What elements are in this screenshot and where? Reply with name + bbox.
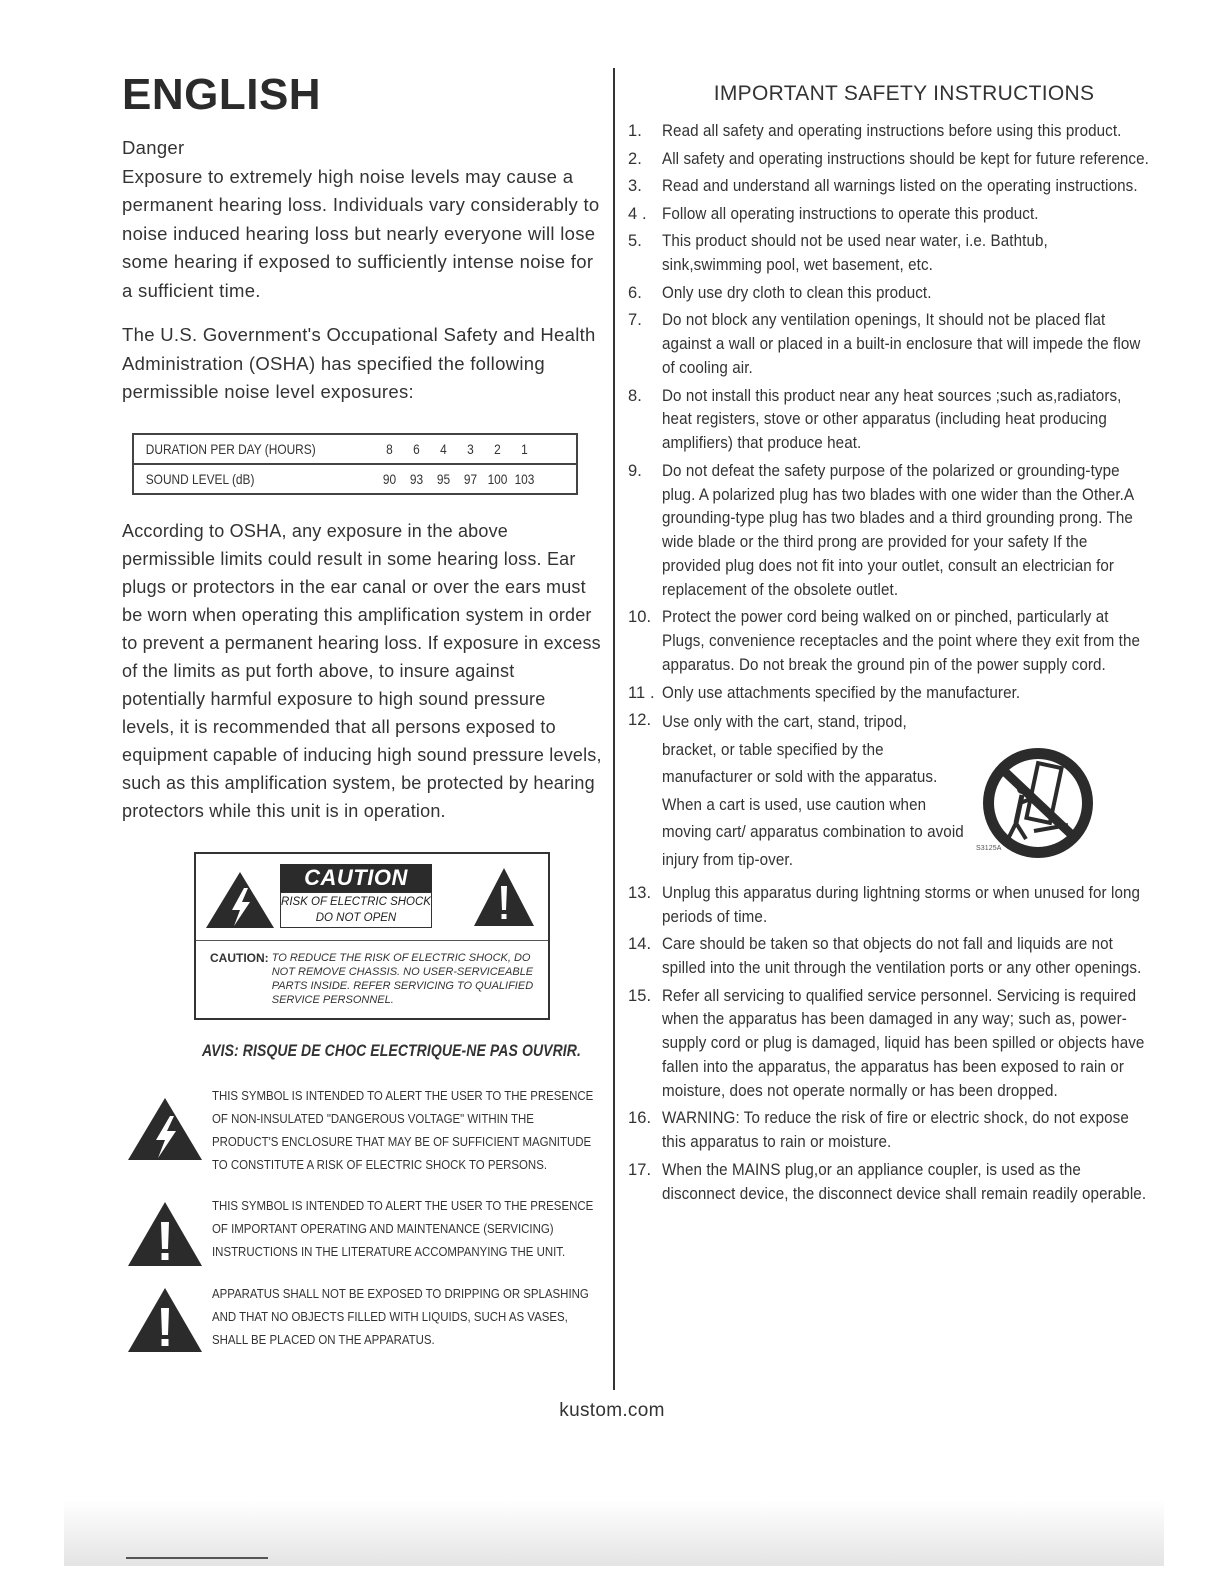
table-cell: 6	[405, 434, 428, 464]
lightning-triangle-icon	[126, 1096, 204, 1167]
list-item	[624, 882, 1144, 930]
caution-text-line: PARTS INSIDE. REFER SERVICING TO QUALIFIED	[271, 980, 534, 992]
item-text: Follow all operating instructions to operate this product.	[662, 204, 1039, 223]
list-item	[624, 230, 1144, 278]
symbol-text-line: TO CONSTITUTE A RISK OF ELECTRIC SHOCK TO PERSONS.	[212, 1157, 548, 1172]
item-number: 8.	[628, 386, 642, 405]
table-cell: 93	[409, 470, 424, 487]
caution-notice-text	[272, 951, 542, 1007]
item-text: Do not block any ventilation openings, It should not be placed flat against a wall or placed in a built-in enclosure that will impede the flow of cooling air.	[662, 311, 1141, 377]
item-text: All safety and operating instructions should be kept for future reference.	[662, 149, 1149, 168]
list-item	[624, 385, 1144, 456]
exclamation-triangle-icon	[126, 1200, 204, 1273]
table-cell: 97	[463, 470, 478, 487]
caution-notice	[196, 941, 548, 1007]
table-cell: 8	[378, 434, 401, 464]
symbol-text-line: APPARATUS SHALL NOT BE EXPOSED TO DRIPPING OR SPLASHING	[212, 1286, 589, 1301]
list-item	[624, 148, 1149, 172]
caution-header	[196, 854, 548, 941]
exclamation-triangle-icon	[472, 866, 536, 933]
item-text: Do not install this product near any heat sources ;such as,radiators, heat registers, stove or other apparatus (including heat producing amplifiers) that produce heat.	[662, 386, 1122, 453]
list-item	[624, 933, 1144, 981]
item-number: 17.	[628, 1160, 652, 1179]
caution-subtitle	[280, 892, 432, 928]
list-item	[624, 606, 1144, 677]
item-number: 14.	[628, 935, 652, 954]
cart-icon-code: S3125A	[976, 845, 1002, 853]
list-item	[624, 682, 1144, 706]
item-number: 1.	[628, 122, 642, 140]
danger-text: Exposure to extremely high noise levels may cause a permanent hearing loss. Individuals vary considerably to noise induced hearing loss but nearly everyone will lose some hearing if exposed to sufficiently intense noise for a sufficient time.	[122, 165, 600, 301]
item-number: 13.	[628, 883, 652, 902]
instructions-title: IMPORTANT SAFETY INSTRUCTIONS	[713, 82, 1095, 105]
symbol-text-line: THIS SYMBOL IS INTENDED TO ALERT THE USER TO THE PRESENCE	[212, 1088, 594, 1103]
item-text: Protect the power cord being walked on or pinched, particularly at Plugs, convenience receptacles and the point where they exit from the apparatus. Do not break the ground pin of the power supply cord.	[662, 608, 1141, 674]
table-cell: 3	[459, 434, 482, 464]
item-number: 9.	[628, 461, 642, 480]
item-number: 5.	[628, 232, 642, 251]
symbol-text-line: SHALL BE PLACED ON THE APPARATUS.	[212, 1332, 435, 1347]
right-column	[624, 82, 1149, 1210]
item-text: This product should not be used near water, i.e. Bathtub, sink,swimming pool, wet basement, etc.	[662, 232, 1048, 275]
table-cell: 2	[486, 434, 509, 464]
caution-text-line: NOT REMOVE CHASSIS. NO USER-SERVICEABLE	[271, 966, 534, 978]
item-number: 6.	[628, 283, 642, 302]
caution-notice-label: CAUTION:	[210, 951, 269, 965]
avis-warning: AVIS: RISQUE DE CHOC ELECTRIQUE-NE PAS OUVRIR.	[202, 1042, 581, 1060]
table-cell: 90	[382, 470, 397, 487]
symbol-text-line: OF NON-INSULATED "DANGEROUS VOLTAGE" WITHIN THE	[212, 1111, 534, 1126]
danger-title: Danger	[122, 137, 185, 158]
symbol-text	[212, 1282, 589, 1351]
table-cell: 1	[513, 434, 536, 464]
list-item	[624, 1107, 1144, 1155]
item-number: 2.	[628, 149, 642, 168]
item-number: 11 .	[628, 683, 655, 702]
left-column	[122, 70, 602, 1347]
item-number: 16.	[628, 1109, 652, 1128]
item-text: Unplug this apparatus during lightning storms or when unused for long periods of time.	[662, 883, 1141, 926]
list-item	[624, 1159, 1147, 1207]
item-text: Read and understand all warnings listed on the operating instructions.	[662, 177, 1138, 196]
safety-instructions-list	[624, 120, 1149, 1206]
sound-level-label: SOUND LEVEL (dB)	[145, 470, 255, 487]
symbol-text-line: INSTRUCTIONS IN THE LITERATURE ACCOMPANYING THE UNIT.	[212, 1244, 566, 1259]
duration-label: DURATION PER DAY (HOURS)	[133, 434, 340, 464]
noise-exposure-table	[132, 433, 578, 495]
language-title: ENGLISH	[122, 70, 322, 119]
item-text: WARNING: To reduce the risk of fire or electric shock, do not expose this apparatus to rain or moisture.	[662, 1109, 1129, 1152]
caution-banner: CAUTION	[280, 864, 432, 892]
item-number: 10.	[628, 608, 652, 627]
table-cell: 100	[487, 470, 508, 487]
caution-text-line: TO REDUCE THE RISK OF ELECTRIC SHOCK, DO	[271, 952, 531, 964]
osha-text: According to OSHA, any exposure in the above permissible limits could result in some hearing loss. Ear plugs or protectors in the ear canal or over the ears must be worn when operating this amplification system in order to prevent a permanent hearing loss. If exposure in excess of the limits as put forth above, to insure against potentially harmful exposure to high sound pressure levels, it is recommended that all persons exposed to equipment capable of inducing high sound pressure levels, such as this amplification system, be protected by hearing protectors while this unit is in operation.	[122, 520, 602, 821]
item-number: 7.	[628, 311, 642, 330]
symbol-text-line: OF IMPORTANT OPERATING AND MAINTENANCE (SERVICING)	[212, 1221, 554, 1236]
table-row-duration	[133, 434, 577, 464]
caution-label-box	[194, 852, 550, 1020]
list-item	[624, 709, 1144, 878]
item-text: Read all safety and operating instructions before using this product.	[662, 122, 1122, 140]
osha-intro: The U.S. Government's Occupational Safety and Health Administration (OSHA) has specified the following permissible noise level exposures:	[122, 324, 596, 402]
lightning-triangle-icon	[204, 870, 276, 935]
list-item	[624, 175, 1144, 199]
list-item	[624, 282, 1144, 306]
caution-sub-line: RISK OF ELECTRIC SHOCK	[281, 896, 431, 908]
list-item	[624, 120, 1144, 144]
list-item	[624, 309, 1144, 380]
caution-text-line: SERVICE PERSONNEL.	[271, 994, 394, 1006]
scan-artifact-line	[126, 1557, 268, 1559]
website-footer: kustom.com	[559, 1400, 665, 1421]
symbol-text-line: AND THAT NO OBJECTS FILLED WITH LIQUIDS, SUCH AS VASES,	[212, 1309, 568, 1324]
item-text: Refer all servicing to qualified service personnel. Servicing is required when the apparatus has been damaged in any way; such as, power-supply cord or plug is damaged, liquid has been spilled or objects have fallen into the apparatus, the apparatus has been exposed to rain or moisture, does not operate normally or has been dropped.	[662, 986, 1145, 1100]
symbol-text	[212, 1084, 594, 1176]
item-number: 15.	[628, 986, 652, 1005]
item-text: Only use attachments specified by the manufacturer.	[662, 683, 1021, 702]
caution-sub-line: DO NOT OPEN	[315, 912, 397, 924]
table-cell: 95	[436, 470, 451, 487]
table-cell: 4	[432, 434, 455, 464]
item-text: Use only with the cart, stand, tripod, bracket, or table specified by the manufacturer or sold with the apparatus. When a cart is used, use caution when moving cart/ apparatus combination to avoid injury from tip-over.	[662, 713, 964, 869]
item-text: Do not defeat the safety purpose of the polarized or grounding-type plug. A polarized plug has two blades with one wider than the Other.A grounding-type plug has two blades and a third grounding prong. The wide blade or the third prong are provided for your safety If the provided plug does not fit into your outlet, consult an electrician for replacement of the obsolete outlet.	[662, 461, 1134, 599]
table-cell: 103	[514, 470, 535, 487]
exclamation-triangle-icon	[126, 1286, 204, 1359]
item-text: Care should be taken so that objects do not fall and liquids are not spilled into the unit through the ventilation ports or any other openings.	[662, 935, 1142, 978]
symbol-text	[212, 1194, 594, 1263]
item-text: When the MAINS plug,or an appliance coupler, is used as the disconnect device, the disconnect device shall remain readily operable.	[662, 1160, 1147, 1203]
item-number: 3.	[628, 177, 642, 196]
column-divider	[613, 68, 615, 1390]
table-row-sound-level	[133, 464, 577, 494]
item-number: 12.	[628, 711, 652, 730]
item-text: Only use dry cloth to clean this product.	[662, 283, 932, 302]
list-item	[624, 985, 1144, 1104]
symbol-text-line: THIS SYMBOL IS INTENDED TO ALERT THE USER TO THE PRESENCE	[212, 1198, 594, 1213]
list-item	[624, 203, 1144, 227]
list-item	[624, 460, 1144, 603]
symbol-text-line: PRODUCT'S ENCLOSURE THAT MAY BE OF SUFFICIENT MAGNITUDE	[212, 1134, 592, 1149]
item-number: 4 .	[628, 204, 647, 223]
